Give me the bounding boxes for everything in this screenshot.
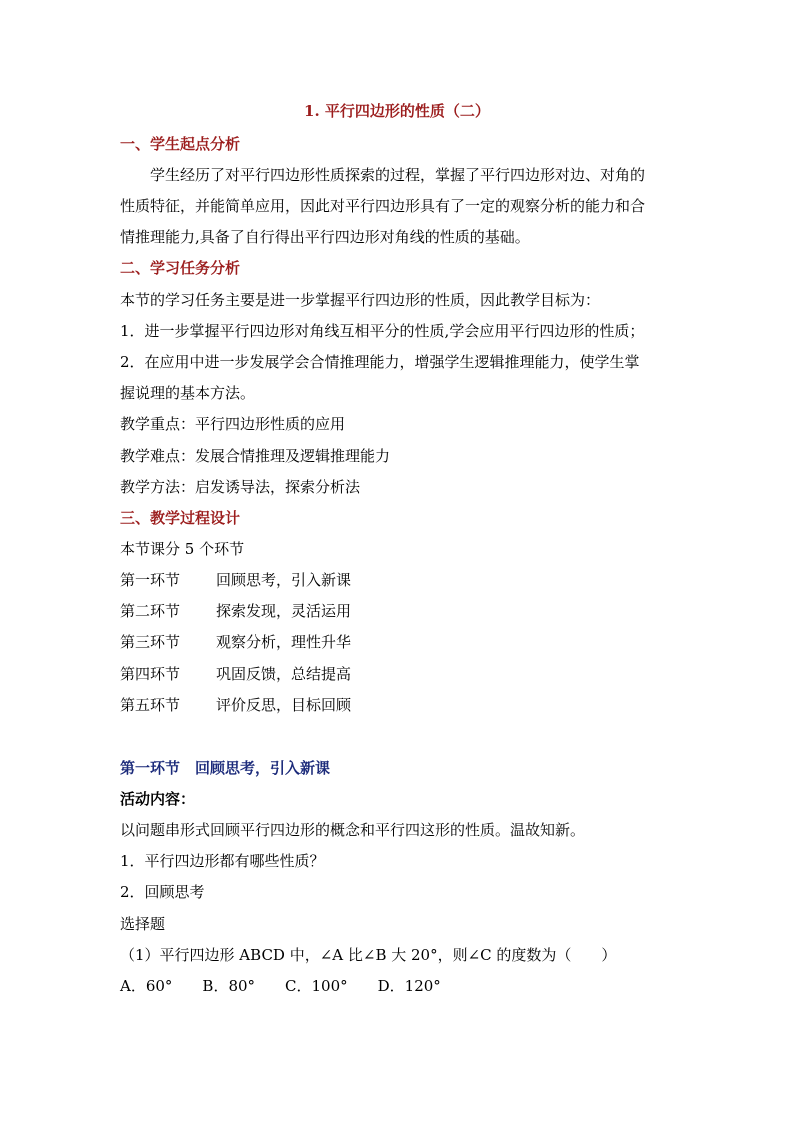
paragraph-line: 情推理能力,具备了自行得出平行四边形对角线的性质的基础。: [120, 228, 530, 246]
question-item: 1．平行四边形都有哪些性质？: [120, 852, 325, 870]
question-item: 2．回顾思考: [120, 883, 205, 901]
stages-intro: 本节课分 5 个环节: [120, 540, 245, 558]
goal-item: 2．在应用中进一步发展学会合情推理能力，增强学生逻辑推理能力，使学生掌: [120, 353, 640, 371]
goal-item-continued: 握说理的基本方法。: [120, 384, 256, 402]
stage-desc: 巩固反馈，总结提高: [216, 665, 352, 683]
activity-label: 活动内容：: [120, 790, 196, 808]
section-heading-student-analysis: 一、学生起点分析: [120, 135, 241, 153]
section-heading-process-design: 三、教学过程设计: [120, 509, 241, 527]
stage-desc: 探索发现，灵活运用: [216, 602, 352, 620]
stage-name: 第五环节: [120, 696, 181, 714]
activity-text: 以问题串形式回顾平行四边形的概念和平行四这形的性质。温故知新。: [120, 821, 586, 839]
difficulty: 教学难点：发展合情推理及逻辑推理能力: [120, 447, 391, 465]
stage1-heading: 第一环节 回顾思考，引入新课: [120, 759, 331, 777]
stage-name: 第四环节: [120, 665, 181, 683]
stage-desc: 评价反思，目标回顾: [216, 696, 352, 714]
stage-row: [120, 632, 351, 652]
section-heading-task-analysis: 二、学习任务分析: [120, 259, 241, 277]
paragraph-line: 学生经历了对平行四边形性质探索的过程，掌握了平行四边形对边、对角的: [150, 166, 646, 184]
goal-item: 1．进一步掌握平行四边形对角线互相平分的性质,学会应用平行四边形的性质；: [120, 322, 645, 340]
stage-row: [120, 695, 351, 715]
stage-row: [120, 601, 351, 621]
choice-question: （1）平行四边形 ABCD 中，∠A 比∠B 大 20°，则∠C 的度数为（ ）: [120, 946, 617, 964]
stage-row: [120, 570, 351, 590]
stage-desc: 观察分析，理性升华: [216, 633, 352, 651]
teaching-method: 教学方法：启发诱导法，探索分析法: [120, 478, 361, 496]
key-point: 教学重点：平行四边形性质的应用: [120, 415, 346, 433]
task-intro: 本节的学习任务主要是进一步掌握平行四边形的性质，因此教学目标为：: [120, 291, 601, 309]
stage-name: 第三环节: [120, 633, 181, 651]
choice-options: A．60° B．80° C．100° D．120°: [120, 977, 441, 995]
stage-name: 第一环节: [120, 571, 181, 589]
choice-label: 选择题: [120, 915, 166, 933]
stage-name: 第二环节: [120, 602, 181, 620]
paragraph-line: 性质特征，并能简单应用，因此对平行四边形具有了一定的观察分析的能力和合: [120, 197, 646, 215]
document-title: 1. 平行四边形的性质（二）: [304, 102, 490, 120]
stage-row: [120, 664, 351, 684]
stage-desc: 回顾思考，引入新课: [216, 571, 352, 589]
